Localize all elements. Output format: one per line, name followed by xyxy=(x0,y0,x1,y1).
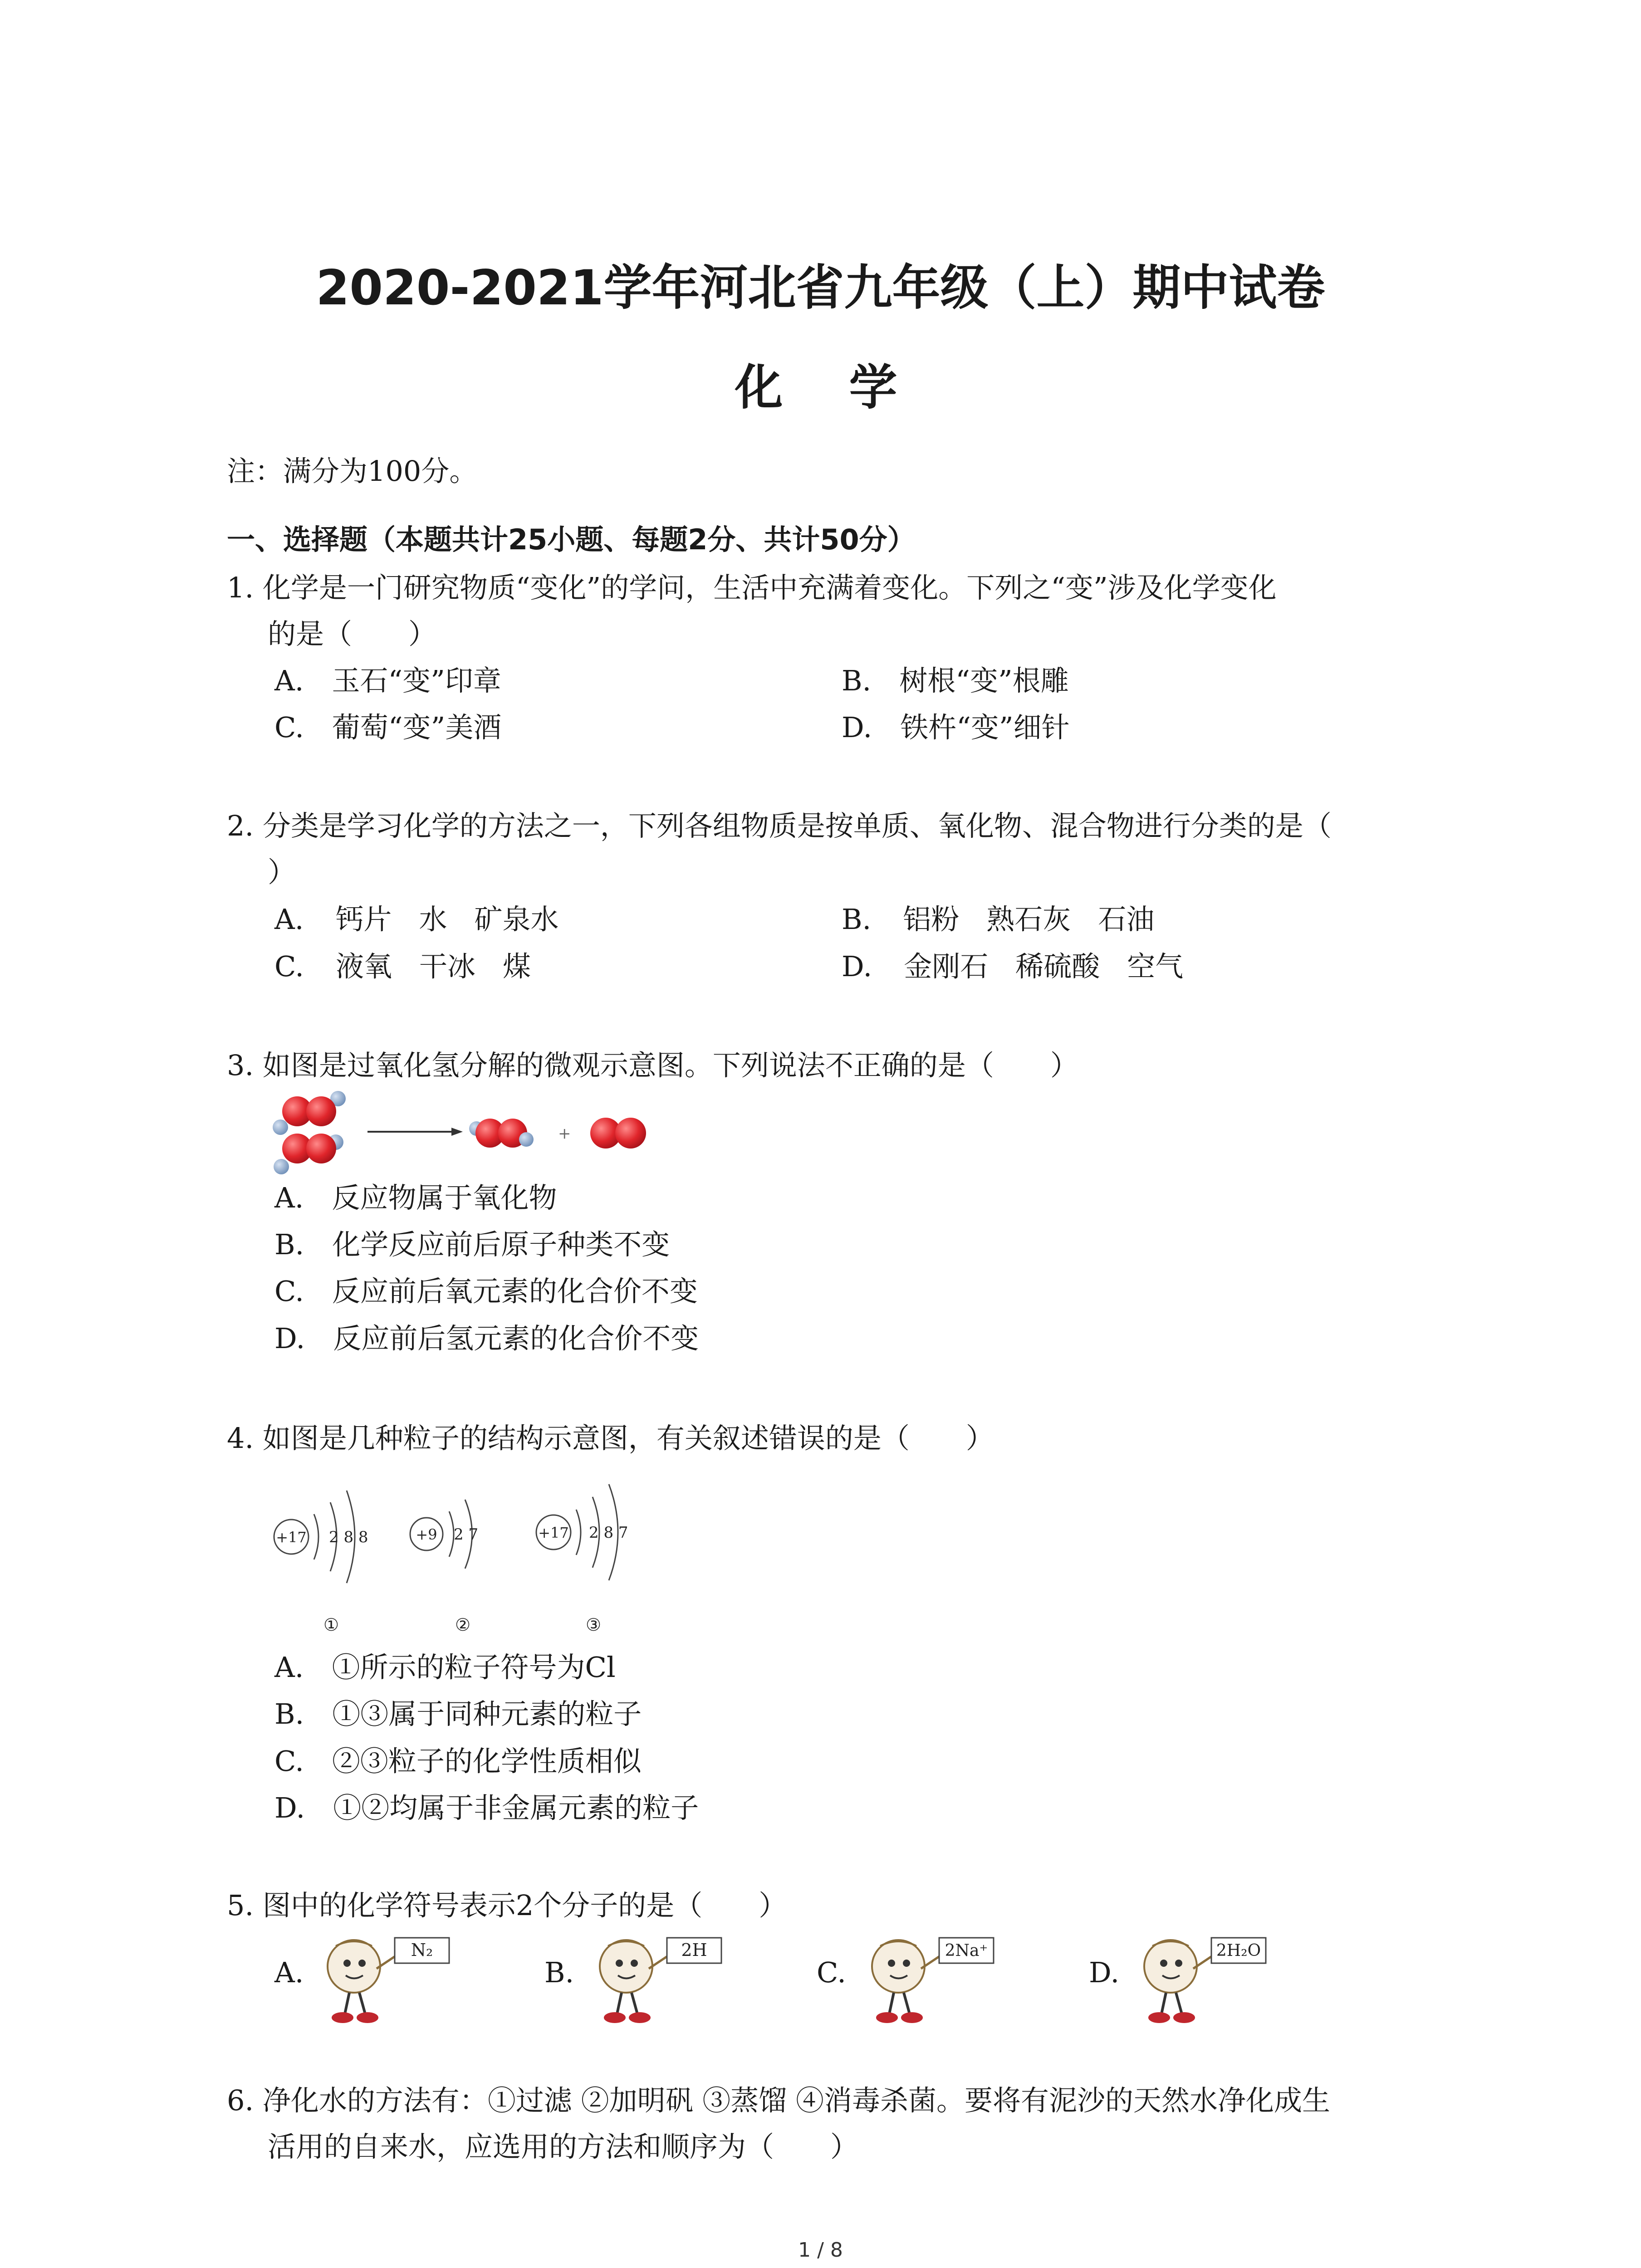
option-label: D. xyxy=(842,950,872,983)
question-1-option-a: A. 玉石“变”印章 xyxy=(274,664,501,697)
page-number: 1 / 8 xyxy=(798,2239,843,2262)
nucleus-charge: +17 xyxy=(276,1529,307,1546)
cartoon-character-icon xyxy=(328,1940,397,2023)
question-2-option-d xyxy=(842,950,1184,983)
page-subtitle: 化 学 xyxy=(735,360,906,415)
option-word: 稀硫酸 xyxy=(1015,950,1100,983)
formula-text: 2Na⁺ xyxy=(945,1941,988,1960)
question-3-option-c: C. 反应前后氧元素的化合价不变 xyxy=(274,1275,698,1308)
question-1-stem-line1: 1. 化学是一门研究物质“变化”的学问，生活中充满着变化。下列之“变”涉及化学变化 xyxy=(227,571,1277,604)
formula-text: 2H xyxy=(681,1940,707,1960)
question-6-stem-line2: 活用的自来水，应选用的方法和顺序为（ ） xyxy=(268,2130,859,2163)
question-6-stem-line1: 6. 净化水的方法有：①过滤 ②加明矾 ③蒸馏 ④消毒杀菌。要将有泥沙的天然水净化成生 xyxy=(227,2084,1330,2117)
reaction-arrow xyxy=(367,1128,463,1136)
hydrogen-atom xyxy=(519,1132,534,1147)
question-5-option-c-figure xyxy=(862,1928,1025,2032)
option-word: 水 xyxy=(419,903,447,936)
oxygen-atom xyxy=(615,1118,646,1149)
particle-label: ③ xyxy=(585,1615,602,1635)
question-3-stem: 3. 如图是过氧化氢分解的微观示意图。下列说法不正确的是（ ） xyxy=(227,1049,1078,1082)
option-word: 空气 xyxy=(1127,950,1184,983)
question-2-option-b xyxy=(842,905,1154,934)
electron-counts: 2 7 xyxy=(454,1525,479,1544)
question-1-stem-line2: 的是（ ） xyxy=(268,617,437,650)
product-oxygen xyxy=(590,1118,646,1149)
question-2-stem-line2: ） xyxy=(268,855,296,889)
option-word: 煤 xyxy=(502,950,531,983)
option-word: 矿泉水 xyxy=(474,903,559,936)
electron-shell xyxy=(449,1511,454,1557)
option-word: 铝粉 xyxy=(903,903,960,936)
cartoon-character-icon xyxy=(872,1940,941,2023)
question-2-option-c xyxy=(274,950,531,983)
question-5-option-b-figure xyxy=(590,1928,753,2032)
particle-label: ① xyxy=(323,1615,339,1635)
option-label: C. xyxy=(274,950,304,983)
particle-2 xyxy=(410,1500,478,1635)
electron-counts: 2 8 8 xyxy=(329,1528,368,1546)
question-5-option-d-label: D. xyxy=(1089,1956,1120,1989)
electron-shell xyxy=(314,1514,318,1559)
particle-3 xyxy=(536,1484,628,1635)
formula-text: 2H₂O xyxy=(1216,1941,1261,1960)
option-word: 液氧 xyxy=(335,950,392,983)
particle-structure-diagram xyxy=(263,1461,671,1651)
option-word: 金刚石 xyxy=(904,950,989,983)
electron-counts: 2 8 7 xyxy=(589,1524,628,1542)
question-4-stem: 4. 如图是几种粒子的结构示意图，有关叙述错误的是（ ） xyxy=(227,1422,994,1455)
question-3-option-a: A. 反应物属于氧化物 xyxy=(274,1181,557,1214)
question-1-option-d: D. 铁杵“变”细针 xyxy=(842,711,1070,744)
hydrogen-atom xyxy=(274,1159,289,1174)
option-label: B. xyxy=(842,903,872,936)
question-5-option-a-label: A. xyxy=(274,1956,304,1989)
question-5-stem: 5. 图中的化学符号表示2个分子的是（ ） xyxy=(227,1889,787,1922)
question-5-option-a-figure xyxy=(318,1928,481,2032)
formula-text: N₂ xyxy=(411,1940,433,1960)
plus-sign: + xyxy=(558,1124,571,1143)
option-word: 石油 xyxy=(1098,903,1155,936)
question-4-option-b: B. ①③属于同种元素的粒子 xyxy=(274,1697,642,1730)
option-label: A. xyxy=(274,903,304,936)
nucleus-charge: +9 xyxy=(416,1526,437,1543)
question-1-option-c: C. 葡萄“变”美酒 xyxy=(274,711,502,744)
question-3-option-b: B. 化学反应前后原子种类不变 xyxy=(274,1228,670,1261)
option-word: 熟石灰 xyxy=(986,903,1071,936)
electron-shell xyxy=(576,1510,581,1555)
question-4-option-d: D. ①②均属于非金属元素的粒子 xyxy=(274,1791,699,1824)
nucleus-charge: +17 xyxy=(538,1524,569,1541)
product-water xyxy=(469,1119,534,1148)
oxygen-atom xyxy=(306,1134,336,1163)
score-note: 注：满分为100分。 xyxy=(227,455,478,488)
question-2-stem-line1: 2. 分类是学习化学的方法之一，下列各组物质是按单质、氧化物、混合物进行分类的是（ xyxy=(227,809,1332,842)
hydrogen-atom xyxy=(273,1119,288,1135)
reactant-molecules xyxy=(273,1091,346,1174)
question-4-option-a: A. ①所示的粒子符号为Cl xyxy=(274,1651,616,1684)
section-heading: 一、选择题（本题共计25小题、每题2分、共计50分） xyxy=(227,523,916,556)
page-title: 2020-2021学年河北省九年级（上）期中试卷 xyxy=(316,260,1325,316)
cartoon-character-icon xyxy=(600,1940,669,2023)
option-word: 干冰 xyxy=(419,950,475,983)
question-3-option-d: D. 反应前后氢元素的化合价不变 xyxy=(274,1322,699,1355)
question-5-option-b-label: B. xyxy=(544,1956,574,1989)
question-1-option-b: B. 树根“变”根雕 xyxy=(842,664,1069,697)
question-5-option-c-label: C. xyxy=(817,1956,846,1989)
option-word: 钙片 xyxy=(335,903,392,936)
particle-label: ② xyxy=(455,1615,471,1635)
cartoon-character-icon xyxy=(1144,1940,1214,2023)
reaction-diagram xyxy=(268,1089,676,1179)
question-4-option-c: C. ②③粒子的化学性质相似 xyxy=(274,1745,642,1778)
oxygen-atom xyxy=(306,1096,336,1126)
question-5-option-d-figure xyxy=(1134,1928,1298,2032)
particle-1 xyxy=(274,1491,368,1635)
question-2-option-a xyxy=(274,905,559,934)
